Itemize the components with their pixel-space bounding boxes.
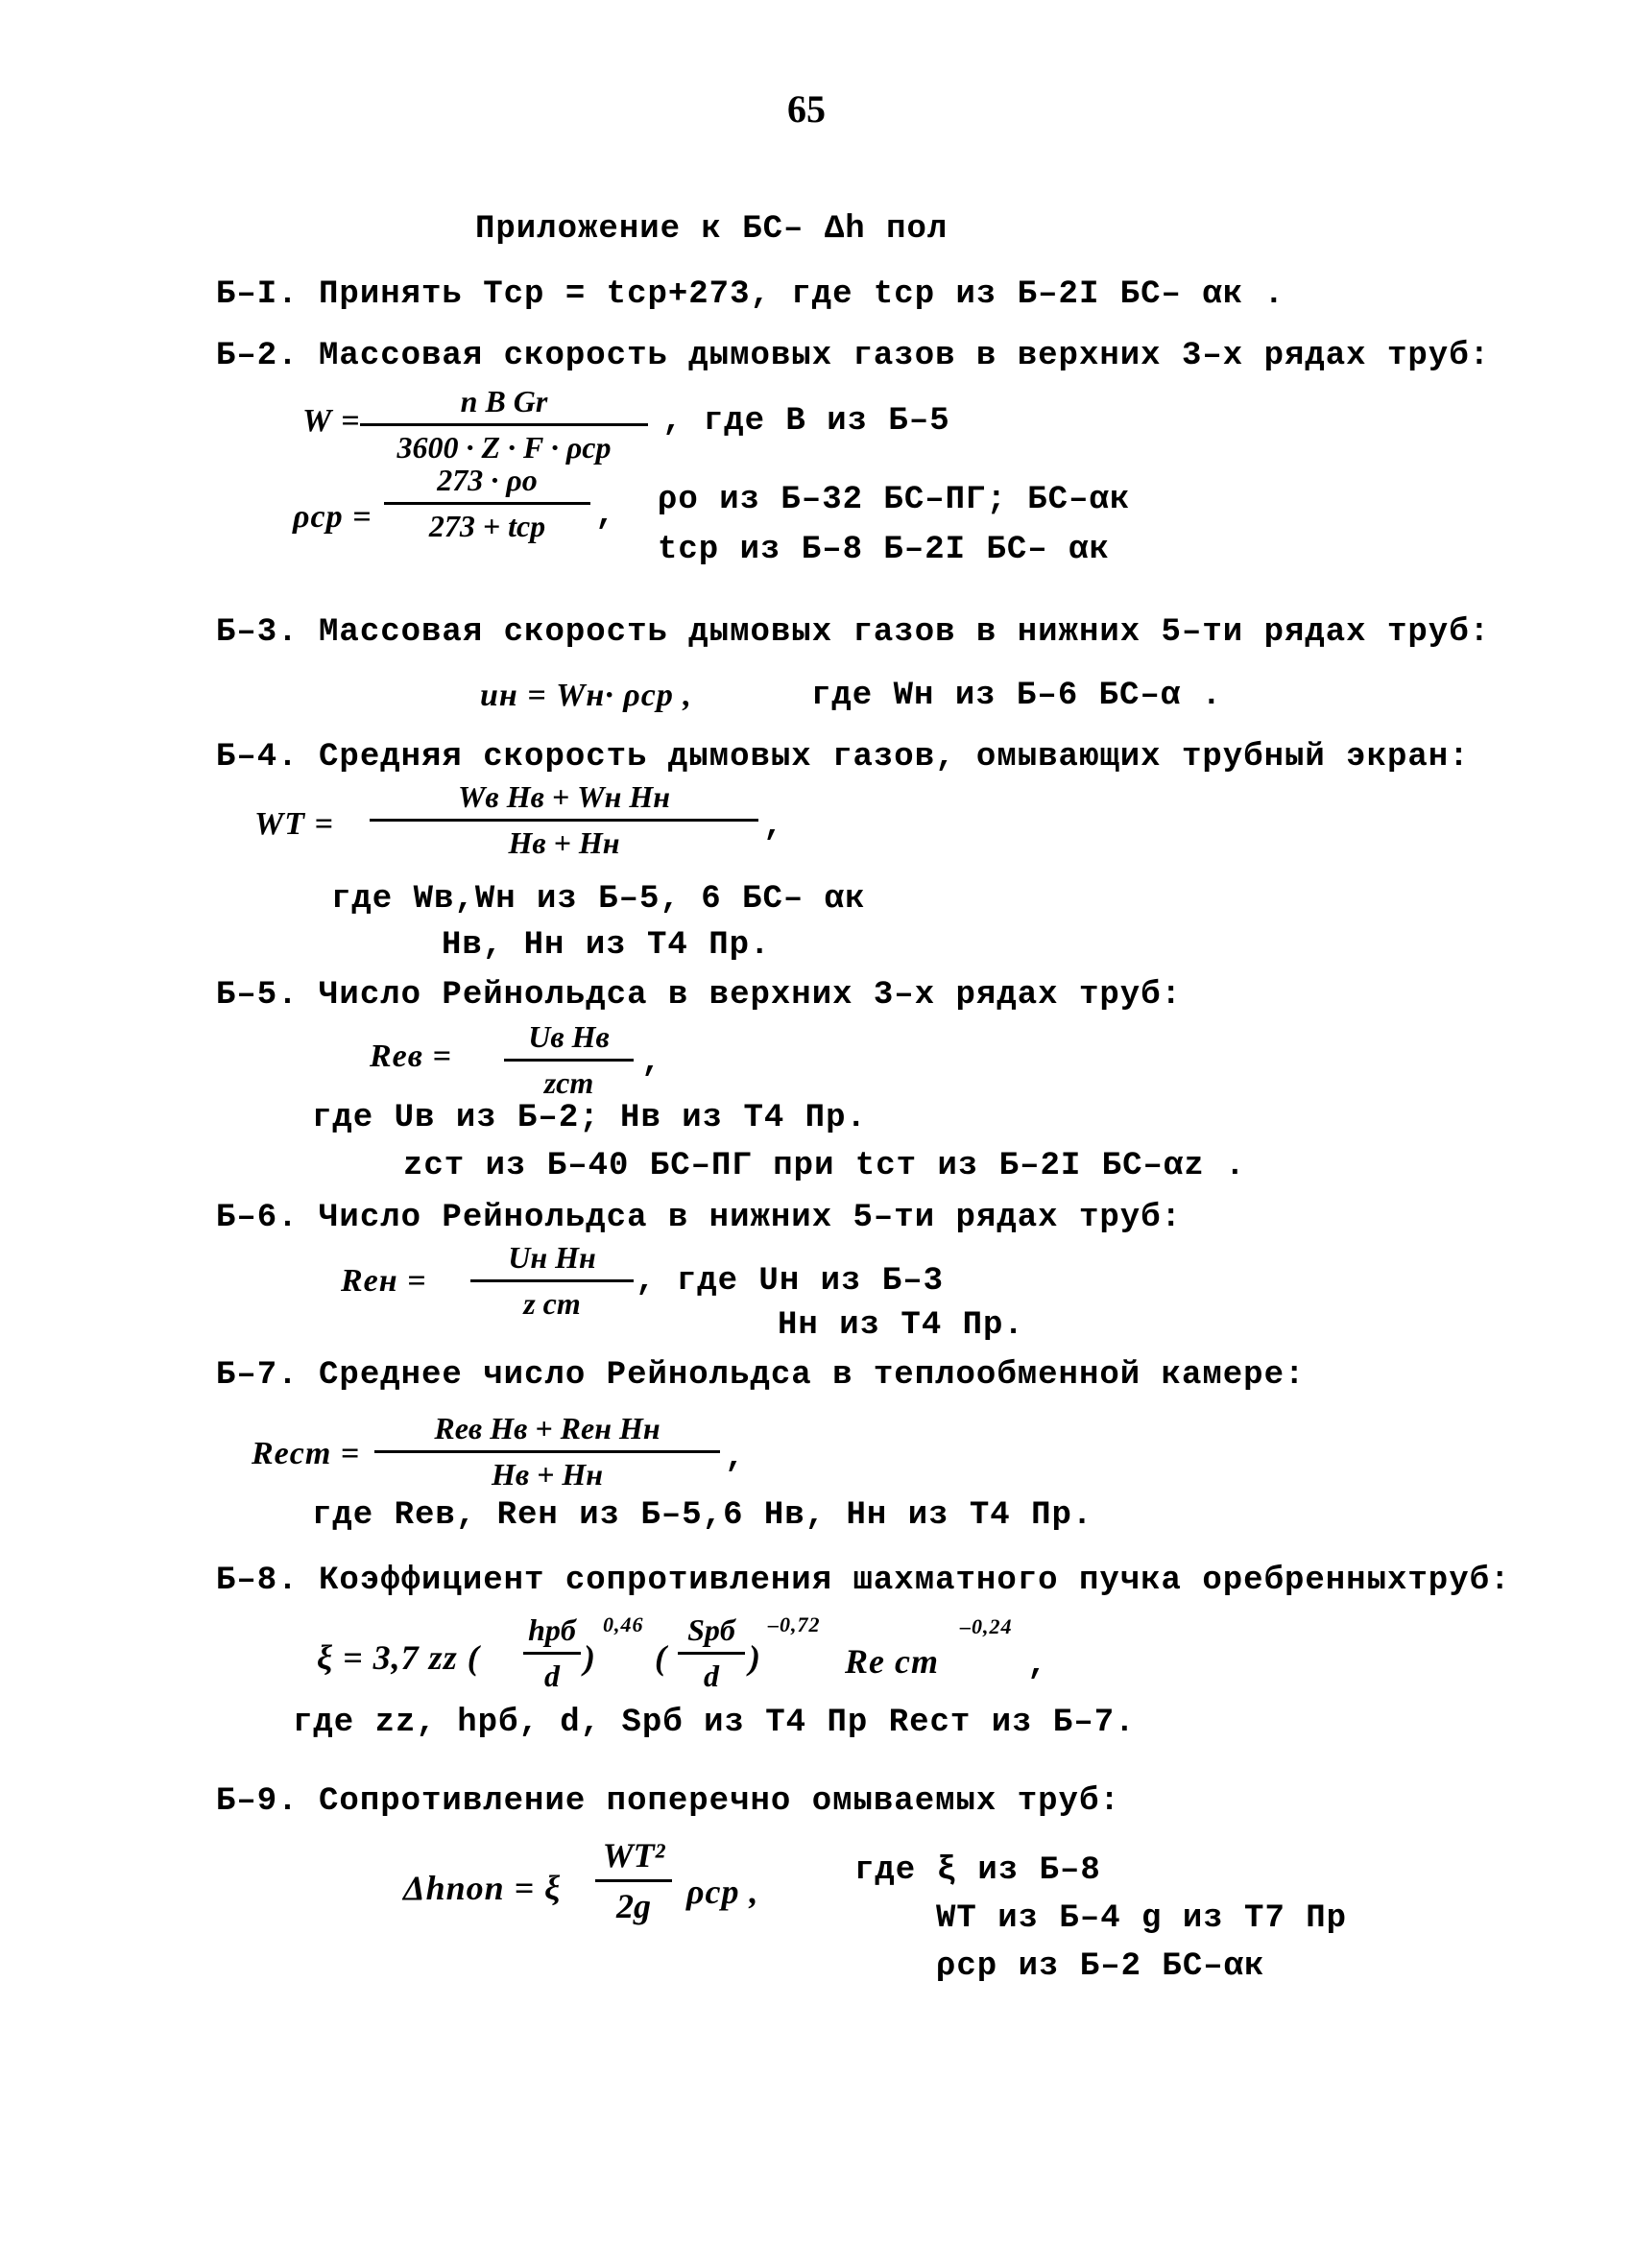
fraction-bar [523,1652,581,1655]
b5-tail: , [641,1044,662,1081]
b9-note3: ρср из Б–2 БС–αк [936,1948,1265,1985]
item-b3-title: Б–3. Массовая скорость дымовых газов в нижних 5–ти рядах труб: [216,614,1491,651]
b8-note: где zz, hрб, d, Sрб из Т4 Пр Reст из Б–7. [293,1705,1136,1741]
b5-fraction [504,1019,634,1101]
b7-tail: , [725,1440,746,1476]
b8-frac1-denominator: d [544,1659,560,1693]
b5-note1: где Uв из Б–2; Hв из Т4 Пр. [312,1100,867,1136]
b8-formula-start: ξ = 3,7 zz ( [317,1638,480,1677]
b8-fraction-srb [678,1612,745,1694]
page-number: 65 [787,87,826,131]
b7-numerator: Reв Hв + Reн Hн [434,1411,660,1445]
b2-rho-note1: ρo из Б–32 БС–ПГ; БС–αк [658,482,1131,518]
item-b1: Б–I. Принять Tср = tср+273, где tср из Б–2I БС– αк . [216,276,1285,313]
b7-note: где Reв, Reн из Б–5,6 Hв, Hн из Т4 Пр. [312,1497,1093,1534]
item-b7-title: Б–7. Среднее число Рейнольдса в теплообменной камере: [216,1357,1306,1394]
b4-note2: Hв, Hн из Т4 Пр. [442,927,771,964]
fraction-bar [374,1450,720,1453]
b6-denominator: z ст [523,1286,581,1321]
b8-frac2-numerator: Sрб [687,1612,735,1647]
b9-denominator: 2g [616,1887,651,1925]
item-b6-title: Б–6. Число Рейнольдса в нижних 5–ти рядах труб: [216,1200,1182,1236]
paren: ) [749,1638,761,1677]
item-b9-title: Б–9. Сопротивление поперечно омываемых труб: [216,1783,1120,1820]
fraction-bar [360,423,648,426]
b7-fraction [374,1411,720,1492]
item-b2-title: Б–2. Массовая скорость дымовых газов в верхних 3–х рядах труб: [216,338,1491,374]
b8-frac1-numerator: hрб [528,1612,576,1647]
b4-numerator: Wв Hв + Wн Hн [457,779,671,814]
b5-numerator: Uв Hв [528,1019,610,1054]
b2-w-numerator: n B Gr [460,384,548,418]
b8-exp1: 0,46 [603,1612,644,1636]
b6-fraction [470,1240,634,1322]
appendix-heading: Приложение к БС– Δh пол [475,211,949,248]
b2-rho-note2: tср из Б–8 Б–2I БС– αк [658,532,1110,568]
fraction-bar [370,819,758,822]
b9-fraction [595,1835,672,1926]
b6-numerator: Uн Hн [508,1240,596,1275]
b3-formula: uн = Wн· ρср , [480,678,692,713]
b4-denominator: Hв + Hн [508,825,620,860]
paren: ( [655,1638,667,1677]
b9-note2: WT из Б–4 g из Т7 Пр [936,1900,1348,1937]
b9-numerator: WT² [602,1836,665,1874]
b2-rho-denominator: 273 + tср [428,509,546,543]
fraction-bar [384,502,590,505]
b2-rho-fraction [384,463,590,544]
b8-tail: , [1027,1647,1048,1683]
b7-lhs: Reст = [252,1436,361,1471]
comma: , [595,497,616,534]
b8-frac2-denominator: d [704,1659,719,1693]
b4-fraction [370,779,758,861]
b8-exp2: –0,72 [768,1612,821,1636]
item-b4-title: Б–4. Средняя скорость дымовых газов, омывающих трубный экран: [216,739,1470,776]
b2-w-lhs: W = [302,403,361,439]
b2-w-note: , где B из Б–5 [662,403,950,440]
b6-note2: Hн из Т4 Пр. [778,1307,1024,1344]
b3-note: где Wн из Б–6 БС–α . [811,678,1223,714]
b4-note1: где Wв,Wн из Б–5, 6 БС– αк [331,881,866,918]
b6-lhs: Reн = [341,1263,427,1299]
b5-lhs: Reв = [370,1039,452,1074]
b2-w-denominator: 3600 · Z · F · ρср [396,430,612,465]
fraction-bar [678,1652,745,1655]
b2-rho-lhs: ρср = [293,499,372,535]
paren: ) [584,1638,596,1677]
b4-tail: , [763,808,784,845]
b5-note2: zст из Б–40 БС–ПГ при tст из Б–2I БС–αz . [403,1148,1246,1184]
b8-re-part: Re ст [845,1642,939,1681]
fraction-bar [504,1059,634,1062]
fraction-bar [470,1279,634,1282]
b8-exp3: –0,24 [960,1614,1013,1638]
b9-rhs: ρср , [686,1873,759,1911]
item-b8-title: Б–8. Коэффициент сопротивления шахматного пучка оребренныхтруб: [216,1563,1511,1599]
b8-fraction-hrb [523,1612,581,1694]
b2-rho-numerator: 273 · ρo [437,463,538,497]
b7-denominator: Hв + Hн [491,1457,604,1492]
fraction-bar [595,1879,672,1882]
b4-lhs: WT = [254,806,334,842]
b6-note1: , где Uн из Б–3 [636,1263,945,1300]
b9-lhs: Δhпоп = ξ [403,1869,562,1907]
b2-w-fraction [360,384,648,466]
b9-note1: где ξ из Б–8 [854,1852,1101,1889]
item-b5-title: Б–5. Число Рейнольдса в верхних 3–х рядах труб: [216,977,1182,1014]
b5-denominator: zст [543,1065,594,1100]
